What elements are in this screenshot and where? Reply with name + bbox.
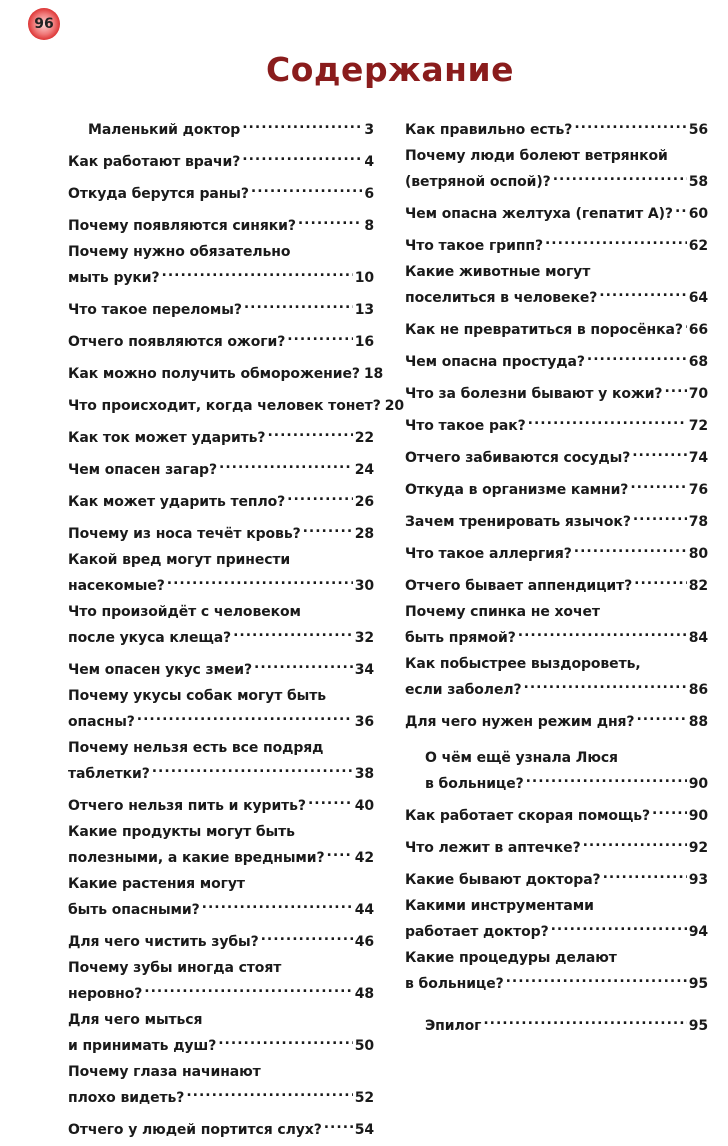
toc-page-number: 50 (354, 1038, 374, 1054)
toc-page-number: 93 (688, 872, 708, 888)
dot-leader (327, 842, 353, 862)
toc-entry[interactable] (405, 570, 708, 596)
toc-entry-row (405, 570, 708, 596)
toc-entry[interactable] (405, 410, 708, 436)
toc-entry-row (68, 486, 374, 512)
toc-entry-title-line: Какие бывают доктора? (405, 872, 601, 888)
toc-page-number: 44 (354, 902, 374, 918)
toc-entry[interactable] (68, 790, 374, 816)
toc-entry-row (68, 654, 374, 680)
toc-page-number: 90 (688, 808, 708, 824)
toc-page-number: 42 (354, 850, 374, 866)
toc-page-number: 90 (688, 776, 708, 792)
toc-entry[interactable] (405, 146, 708, 192)
dot-leader (587, 346, 687, 366)
toc-entry[interactable] (68, 242, 374, 288)
toc-entry[interactable] (68, 1114, 374, 1140)
toc-entry-title-line: Как ток может ударить? (68, 430, 266, 446)
toc-entry-title-line: О чём ещё узнала Люся (425, 750, 618, 766)
toc-entry[interactable] (405, 896, 708, 942)
dot-leader (261, 926, 353, 946)
toc-entry-title-line: и принимать душ? (68, 1038, 217, 1054)
toc-entry-row (405, 314, 708, 340)
dot-leader (186, 1082, 352, 1102)
toc-entry[interactable] (405, 800, 708, 826)
toc-page-number: 86 (688, 682, 708, 698)
dot-leader (632, 442, 686, 462)
dot-leader (219, 454, 353, 474)
toc-entry-row (405, 622, 708, 648)
toc-entry-title-line: Что за болезни бывают у кожи? (405, 386, 663, 402)
toc-entry-row (68, 178, 374, 204)
dot-leader (242, 114, 362, 134)
toc-page-number: 95 (688, 976, 708, 992)
toc-entry[interactable] (405, 1010, 708, 1036)
toc-page-number: 58 (688, 174, 708, 190)
toc-entry-row (68, 842, 374, 868)
dot-leader (287, 486, 353, 506)
dot-leader (152, 758, 353, 778)
toc-page-number: 26 (354, 494, 374, 510)
toc-page-number: 76 (688, 482, 708, 498)
toc-entry-title-line: Что лежит в аптечке? (405, 840, 581, 856)
toc-entry-title-line: в больнице? (425, 776, 524, 792)
toc-entry-row (68, 978, 374, 1004)
dot-leader (599, 282, 686, 302)
dot-leader (202, 894, 353, 914)
toc-page-number: 28 (354, 526, 374, 542)
toc-entry-row (405, 706, 708, 732)
toc-entry[interactable] (68, 686, 374, 732)
toc-page-number: 64 (688, 290, 708, 306)
toc-entry-row (68, 570, 374, 596)
toc-entry[interactable] (405, 864, 708, 890)
toc-entry-title-line: Какие процедуры делают (405, 950, 617, 966)
dot-leader (506, 968, 687, 988)
toc-page-number: 74 (688, 450, 708, 466)
toc-page-number: 68 (688, 354, 708, 370)
dot-leader (218, 1030, 352, 1050)
toc-entry-title-line: Как работает скорая помощь? (405, 808, 651, 824)
toc-entry[interactable] (68, 454, 374, 480)
page-number-badge (28, 8, 60, 40)
toc-page-number: 10 (354, 270, 374, 286)
dot-leader (630, 474, 686, 494)
toc-page-number: 46 (354, 934, 374, 950)
toc-page-number: 95 (688, 1018, 708, 1034)
toc-entry-title-line: в больнице? (405, 976, 504, 992)
dot-leader (574, 538, 687, 558)
dot-leader (244, 294, 353, 314)
toc-entry-title-line: после укуса клеща? (68, 630, 232, 646)
toc-entry-title-line: Для чего чистить зубы? (68, 934, 259, 950)
toc-page-number: 78 (688, 514, 708, 530)
toc-entry-row (68, 518, 374, 544)
toc-entry[interactable] (405, 948, 708, 994)
toc-entry-row (68, 1030, 374, 1056)
dot-leader (167, 570, 353, 590)
toc-entry-row (405, 800, 708, 826)
toc-page-number: 82 (688, 578, 708, 594)
toc-entry[interactable] (68, 178, 374, 204)
dot-leader (242, 146, 362, 166)
toc-page-number: 62 (688, 238, 708, 254)
dot-leader (603, 864, 687, 884)
dot-leader (303, 518, 353, 538)
toc-entry[interactable] (68, 486, 374, 512)
toc-entry-row (405, 166, 708, 192)
toc-entry-title-line: Почему появляются синяки? (68, 218, 296, 234)
toc-page-number: 32 (354, 630, 374, 646)
toc-entry-title-line: мыть руки? (68, 270, 160, 286)
toc-entry-row (68, 422, 374, 448)
toc-entry-row (405, 410, 708, 436)
dot-leader (518, 622, 687, 642)
toc-entry-title-line: Как может ударить тепло? (68, 494, 286, 510)
dot-leader (583, 832, 687, 852)
toc-entry[interactable] (405, 262, 708, 308)
toc-entry-title-line: Почему спинка не хочет (405, 604, 600, 620)
dot-leader (634, 570, 687, 590)
dot-leader (267, 422, 352, 442)
toc-entry-title-line: Для чего нужен режим дня? (405, 714, 635, 730)
toc-entry-row (68, 210, 374, 236)
toc-entry-title-line: Что произойдёт с человеком (68, 604, 301, 620)
toc-entry-title-line: Почему люди болеют ветрянкой (405, 148, 668, 164)
toc-page-number: 24 (354, 462, 374, 478)
toc-entry[interactable] (68, 114, 374, 140)
dot-leader (524, 674, 687, 694)
toc-entry[interactable] (68, 738, 374, 784)
dot-leader (633, 506, 687, 526)
toc-page-number: 72 (688, 418, 708, 434)
toc-entry-row (405, 916, 708, 942)
toc-page-number: 66 (688, 322, 708, 338)
toc-entry-row (68, 894, 374, 920)
toc-entry-row (405, 538, 708, 564)
toc-entry[interactable] (68, 958, 374, 1004)
toc-entry[interactable] (68, 654, 374, 680)
dot-leader (287, 326, 352, 346)
toc-entry-title-line: Как работают врачи? (68, 154, 241, 170)
dot-leader (685, 314, 687, 334)
toc-page-number: 48 (354, 986, 374, 1002)
toc-entry[interactable] (68, 326, 374, 352)
toc-page-number: 52 (354, 1090, 374, 1106)
toc-entry-title-line: Почему нужно обязательно (68, 244, 291, 260)
toc-page-number: 56 (688, 122, 708, 138)
toc-entry-title-line: Как можно получить обморожение? (68, 366, 360, 382)
toc-entry[interactable] (405, 114, 708, 140)
toc-entry-title-line: Чем опасна желтуха (гепатит А)? (405, 206, 673, 222)
toc-entry[interactable] (405, 198, 708, 224)
toc-entry-title-line: опасны? (68, 714, 135, 730)
toc-entry-title-line: Отчего у людей портится слух? (68, 1122, 322, 1138)
toc-entry-title-line: плохо видеть? (68, 1090, 185, 1106)
dot-leader (652, 800, 687, 820)
toc-entry-title-line: Почему нельзя есть все подряд (68, 740, 324, 756)
toc-page-number: 60 (688, 206, 708, 222)
toc-entry[interactable] (68, 874, 374, 920)
toc-entry[interactable] (405, 474, 708, 500)
toc-entry[interactable] (68, 390, 405, 416)
toc-page-number: 88 (688, 714, 708, 730)
toc-entry[interactable] (68, 1010, 374, 1056)
toc-entry-row (405, 474, 708, 500)
toc-right-column (405, 114, 708, 1042)
toc-entry-title-line: Какой вред могут принести (68, 552, 291, 568)
toc-entry-row (68, 1114, 374, 1140)
toc-entry[interactable] (405, 378, 708, 404)
toc-entry[interactable] (405, 706, 708, 732)
toc-entry[interactable] (405, 832, 708, 858)
toc-entry-title-line: поселиться в человеке? (405, 290, 598, 306)
toc-entry[interactable] (405, 748, 708, 794)
dot-leader (254, 654, 353, 674)
dot-leader (551, 916, 687, 936)
toc-entry-title-line: Почему глаза начинают (68, 1064, 261, 1080)
toc-entry-title-line: Для чего мыться (68, 1012, 203, 1028)
toc-entry[interactable] (405, 346, 708, 372)
toc-page-number: 3 (364, 122, 374, 138)
toc-entry-title-line: Маленький доктор (88, 122, 241, 138)
toc-entry-title-line: Что такое переломы? (68, 302, 242, 318)
toc-entry-row (68, 262, 374, 288)
dot-leader (233, 622, 353, 642)
toc-entry-row (88, 114, 374, 140)
toc-entry-title-line: Что такое аллергия? (405, 546, 572, 562)
dot-leader (324, 1114, 353, 1134)
toc-entry-title-line: Почему зубы иногда стоят (68, 960, 282, 976)
toc-entry-title-line: Почему укусы собак могут быть (68, 688, 326, 704)
toc-entry-title-line: насекомые? (68, 578, 165, 594)
toc-page-number: 13 (354, 302, 374, 318)
toc-entry-row (425, 1010, 708, 1036)
toc-page-number: 4 (364, 154, 374, 170)
dot-leader (574, 114, 686, 134)
toc-entry-row (405, 442, 708, 468)
toc-entry-title-line: Отчего бывает аппендицит? (405, 578, 633, 594)
toc-entry-row (405, 198, 708, 224)
dot-leader (251, 178, 362, 198)
toc-entry-title-line: Как побыстрее выздороветь, (405, 656, 641, 672)
toc-page-number: 20 (384, 398, 405, 414)
toc-entry-row (405, 968, 708, 994)
toc-entry-title-line: Как правильно есть? (405, 122, 573, 138)
toc-entry-row (68, 294, 374, 320)
toc-entry-row (68, 926, 374, 952)
toc-entry-row (68, 390, 405, 416)
toc-entry-row (68, 358, 384, 384)
page-title: Содержание (266, 50, 514, 89)
toc-entry[interactable] (68, 550, 374, 596)
toc-entry-row (68, 454, 374, 480)
toc-entry-title-line: Почему из носа течёт кровь? (68, 526, 301, 542)
toc-entry-row (68, 758, 374, 784)
toc-entry[interactable] (405, 602, 708, 648)
toc-entry-title-line: Чем опасен загар? (68, 462, 217, 478)
toc-entry-title-line: Что такое рак? (405, 418, 526, 434)
toc-page-number: 16 (354, 334, 374, 350)
toc-entry-row (68, 622, 374, 648)
toc-entry[interactable] (405, 442, 708, 468)
toc-page-number: 54 (354, 1122, 374, 1138)
dot-leader (308, 790, 353, 810)
toc-entry-row (425, 768, 708, 794)
toc-entry-title-line: Откуда в организме камни? (405, 482, 629, 498)
toc-entry-title-line: Отчего нельзя пить и курить? (68, 798, 306, 814)
dot-leader (137, 706, 353, 726)
toc-page-number: 8 (364, 218, 374, 234)
toc-page-number: 30 (354, 578, 374, 594)
toc-entry-title-line: Какие продукты могут быть (68, 824, 295, 840)
toc-entry-row (405, 230, 708, 256)
toc-entry[interactable] (68, 822, 374, 868)
toc-entry-row (405, 282, 708, 308)
toc-entry-row (405, 864, 708, 890)
toc-entry-row (405, 506, 708, 532)
toc-entry-title-line: Чем опасен укус змеи? (68, 662, 253, 678)
toc-entry-row (405, 346, 708, 372)
toc-entry-title-line: Отчего появляются ожоги? (68, 334, 286, 350)
toc-entry-row (68, 706, 374, 732)
dot-leader (636, 706, 686, 726)
toc-page-number: 80 (688, 546, 708, 562)
toc-entry-title-line: быть прямой? (405, 630, 516, 646)
toc-entry-row (405, 378, 708, 404)
toc-page-number: 38 (354, 766, 374, 782)
toc-page-number: 6 (364, 186, 374, 202)
toc-entry-title-line: Какие растения могут (68, 876, 245, 892)
dot-leader (664, 378, 686, 398)
toc-entry-row (405, 832, 708, 858)
toc-entry-title-line: Какие животные могут (405, 264, 591, 280)
toc-entry-title-line: Чем опасна простуда? (405, 354, 585, 370)
toc-entry-title-line: неровно? (68, 986, 143, 1002)
toc-entry-row (405, 674, 708, 700)
dot-leader (553, 166, 687, 186)
toc-entry-title-line: Зачем тренировать язычок? (405, 514, 631, 530)
toc-left-column (68, 114, 405, 1146)
toc-entry-title-line: Эпилог (425, 1018, 482, 1034)
toc-entry[interactable] (68, 518, 374, 544)
toc-page-number: 94 (688, 924, 708, 940)
toc-entry[interactable] (68, 1062, 374, 1108)
toc-page-number: 22 (354, 430, 374, 446)
toc-entry[interactable] (68, 294, 374, 320)
toc-entry[interactable] (68, 358, 384, 384)
toc-entry-title-line: Какими инструментами (405, 898, 594, 914)
toc-entry[interactable] (68, 602, 374, 648)
toc-entry[interactable] (68, 146, 374, 172)
toc-entry[interactable] (405, 654, 708, 700)
toc-entry-row (68, 146, 374, 172)
toc-entry[interactable] (68, 926, 374, 952)
page-number: 96 (34, 16, 54, 32)
toc-entry-row (405, 114, 708, 140)
toc-entry-title-line: если заболел? (405, 682, 522, 698)
dot-leader (298, 210, 362, 230)
toc-entry-title-line: (ветряной оспой)? (405, 174, 551, 190)
dot-leader (144, 978, 352, 998)
toc-entry-row (68, 790, 374, 816)
toc-entry-title-line: Что происходит, когда человек тонет? (68, 398, 381, 414)
toc-entry[interactable] (405, 230, 708, 256)
dot-leader (162, 262, 353, 282)
toc-page-number: 84 (688, 630, 708, 646)
toc-page-number: 92 (688, 840, 708, 856)
toc-entry-row (68, 1082, 374, 1108)
toc-entry-title-line: полезными, а какие вредными? (68, 850, 325, 866)
dot-leader (483, 1010, 686, 1030)
toc-entry[interactable] (405, 314, 708, 340)
toc-entry[interactable] (68, 422, 374, 448)
toc-entry-title-line: Отчего забиваются сосуды? (405, 450, 631, 466)
toc-page-number: 36 (354, 714, 374, 730)
toc-entry-title-line: быть опасными? (68, 902, 200, 918)
toc-entry-title-line: Откуда берутся раны? (68, 186, 249, 202)
toc-entry-title-line: Что такое грипп? (405, 238, 543, 254)
toc-entry[interactable] (68, 210, 374, 236)
dot-leader (528, 410, 687, 430)
toc-page-number: 40 (354, 798, 374, 814)
toc-entry-row (68, 326, 374, 352)
dot-leader (675, 198, 687, 218)
toc-page-number: 34 (354, 662, 374, 678)
dot-leader (526, 768, 687, 788)
toc-page-number: 18 (363, 366, 384, 382)
toc-entry-title-line: работает доктор? (405, 924, 549, 940)
toc-entry-title-line: таблетки? (68, 766, 150, 782)
dot-leader (545, 230, 687, 250)
toc-entry[interactable] (405, 538, 708, 564)
toc-entry[interactable] (405, 506, 708, 532)
toc-entry-title-line: Как не превратиться в поросёнка? (405, 322, 683, 338)
toc-page-number: 70 (688, 386, 708, 402)
